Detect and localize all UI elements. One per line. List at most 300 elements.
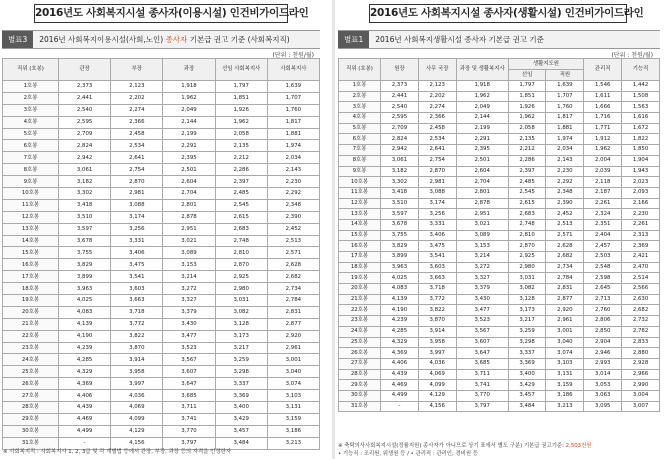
row-label-cell: 23호봉 [339,316,381,327]
table-cell: 2,942 [59,152,111,164]
left-caption-post: 기본급 권고 기준 (사회복지직) [189,35,290,44]
row-label-cell: 15호봉 [339,230,381,241]
table-row [339,219,660,230]
table-cell: 1,822 [622,134,660,145]
table-cell: 2,212 [508,145,546,156]
table-cell: 3,963 [59,283,111,295]
table-cell: 3,331 [111,235,163,247]
table-cell: 2,734 [546,262,584,273]
table-cell: 2,373 [381,81,419,92]
table-cell: 2,571 [267,247,319,259]
table-cell: 3,406 [418,230,456,241]
table-cell: 2,595 [59,116,111,128]
row-label-cell: 30호봉 [339,390,381,401]
table-cell: 3,510 [59,211,111,223]
left-footnote: ※ 사회복지직 : 사회복지사 1, 2, 3급 및 각 개별법 등에서 관장, 부장, 과장 등의 자격을 인정한자 [3,449,231,455]
table-row [3,116,320,128]
table-row [339,252,660,263]
table-cell: 4,099 [418,380,456,391]
table-row [339,177,660,188]
table-cell: 2,925 [215,271,267,283]
column-header: 생활지도원 [508,59,584,70]
table-cell: 3,213 [546,401,584,412]
table-cell: 2,034 [546,145,584,156]
table-cell: 2,397 [215,176,267,188]
table-cell: 2,202 [418,91,456,102]
table-cell: 3,153 [163,259,215,271]
table-cell: 2,942 [381,145,419,156]
table-cell: 2,925 [508,252,546,263]
table-cell: 3,082 [508,284,546,295]
table-cell: 3,004 [622,390,660,401]
table-cell: 2,004 [584,155,622,166]
table-row [339,102,660,113]
table-cell: 2,878 [456,198,508,209]
table-row [339,123,660,134]
table-cell: 2,754 [111,164,163,176]
table-cell: 2,732 [622,316,660,327]
table-cell: 3,327 [163,295,215,307]
table-cell: 2,806 [584,316,622,327]
table-cell: 1,639 [546,81,584,92]
left-panel [0,0,332,459]
table-row [339,401,660,412]
row-label-cell: 7호봉 [3,152,59,164]
table-cell: 2,870 [508,241,546,252]
table-cell: 2,748 [215,235,267,247]
right-table-body [339,81,660,412]
table-cell: 2,615 [215,211,267,223]
table-cell: 2,534 [418,134,456,145]
table-cell: 3,484 [215,437,267,449]
right-panel [335,0,665,459]
table-cell: 3,001 [546,326,584,337]
table-cell: 3,755 [381,230,419,241]
table-cell: 2,951 [456,209,508,220]
table-cell: 3,186 [267,425,319,437]
row-label-cell: 13호봉 [339,209,381,220]
table-cell: 2,049 [163,104,215,116]
row-label-cell: 27호봉 [3,390,59,402]
table-cell: 1,943 [622,166,660,177]
table-cell: 2,458 [418,123,456,134]
row-label-cell: 5호봉 [339,123,381,134]
table-cell: 2,981 [111,188,163,200]
table-cell: 3,074 [546,348,584,359]
table-row [3,259,320,271]
table-cell: 3,603 [111,283,163,295]
table-cell: 1,962 [508,113,546,124]
table-cell: 3,718 [111,306,163,318]
table-cell: 2,324 [584,209,622,220]
table-row [3,306,320,318]
table-row [3,247,320,259]
row-label-cell: 16호봉 [3,259,59,271]
table-cell: 1,817 [546,113,584,124]
table-cell: 2,452 [267,223,319,235]
row-label-cell: 15호봉 [3,247,59,259]
table-cell: 2,961 [546,316,584,327]
table-cell: 1,666 [584,102,622,113]
table-cell: 3,770 [163,425,215,437]
table-cell: 3,095 [584,401,622,412]
table-cell: 3,088 [111,199,163,211]
row-label-cell: 9호봉 [339,166,381,177]
table-cell: 2,292 [546,177,584,188]
row-label-cell: 20호봉 [3,306,59,318]
table-cell: 4,036 [418,358,456,369]
table-cell: 2,212 [215,152,267,164]
table-cell: 4,406 [59,390,111,402]
row-label-cell: 8호봉 [3,164,59,176]
table-cell: 2,870 [215,259,267,271]
table-cell: 3,597 [381,209,419,220]
table-cell: 2,348 [267,199,319,211]
table-cell: 2,920 [546,305,584,316]
column-header: 사회복지사 [267,59,319,81]
table-cell: 2,348 [546,187,584,198]
table-cell: 2,458 [111,128,163,140]
table-cell: 2,513 [267,235,319,247]
table-cell: 2,452 [546,209,584,220]
table-cell: 4,469 [59,413,111,425]
right-unit-label: (단위 : 천원/월) [611,52,653,59]
table-row [3,378,320,390]
table-row [339,113,660,124]
table-cell: 2,118 [584,177,622,188]
right-footnote-1 [338,441,592,449]
column-subheader: 직원 [546,70,584,81]
row-label-cell: 30호봉 [3,425,59,437]
table-row [339,230,660,241]
table-cell: 2,824 [381,134,419,145]
table-cell: 4,099 [111,413,163,425]
table-cell: 2,485 [215,188,267,200]
table-cell: 2,980 [215,283,267,295]
table-cell: 3,217 [508,316,546,327]
table-row [339,198,660,209]
table-cell: 3,040 [546,337,584,348]
table-cell: 2,291 [163,140,215,152]
table-cell: 2,595 [381,113,419,124]
table-cell: 3,128 [215,318,267,330]
row-label-cell: 7호봉 [339,145,381,156]
row-label-cell: 17호봉 [339,252,381,263]
table-cell: 1,672 [622,123,660,134]
table-row [3,235,320,247]
table-cell: 4,285 [381,326,419,337]
table-cell: 2,366 [111,116,163,128]
left-table-body [3,81,320,450]
table-cell: 3,663 [418,273,456,284]
table-cell: 3,128 [508,294,546,305]
table-cell: 3,298 [215,366,267,378]
table-cell: 3,997 [111,378,163,390]
row-label-cell: 11호봉 [3,199,59,211]
table-cell: 3,418 [59,199,111,211]
table-cell: 3,870 [418,316,456,327]
row-label-cell: 9호봉 [3,176,59,188]
table-cell: 2,850 [584,326,622,337]
row-label-cell: 27호봉 [339,358,381,369]
table-cell: 2,801 [163,199,215,211]
table-cell: 3,186 [546,390,584,401]
table-cell: 2,286 [508,155,546,166]
table-cell: 4,156 [111,437,163,449]
table-row [3,211,320,223]
table-cell: 3,430 [456,294,508,305]
table-row [339,326,660,337]
table-cell: 3,914 [111,354,163,366]
table-cell: 2,199 [456,123,508,134]
row-label-cell: 12호봉 [3,211,59,223]
table-cell: 3,298 [508,337,546,348]
table-cell: 1,851 [508,91,546,102]
table-cell: 2,144 [163,116,215,128]
table-cell: 2,421 [622,252,660,263]
table-cell: 1,962 [163,92,215,104]
table-cell: 4,285 [59,354,111,366]
table-cell: 2,824 [59,140,111,152]
table-cell: 2,123 [418,81,456,92]
table-row [339,155,660,166]
table-cell: 4,369 [381,348,419,359]
table-cell: 3,021 [456,219,508,230]
table-cell: 2,503 [584,252,622,263]
table-cell: 2,877 [267,318,319,330]
table-row [3,366,320,378]
table-cell: 3,958 [111,366,163,378]
table-cell: 2,274 [418,102,456,113]
table-cell: 2,784 [546,273,584,284]
table-cell: 2,373 [59,81,111,93]
table-cell: 4,406 [381,358,419,369]
table-cell: 3,457 [215,425,267,437]
table-cell: 2,904 [584,337,622,348]
table-cell: 3,597 [59,223,111,235]
table-row [339,187,660,198]
column-header: 관장 [59,59,111,81]
row-label-cell: 25호봉 [3,366,59,378]
table-row [339,81,660,92]
table-cell: 1,881 [267,128,319,140]
table-cell: 3,685 [456,358,508,369]
table-cell: 3,061 [59,164,111,176]
column-header: 과장 및 생활복지사 [456,59,508,81]
table-cell: 2,682 [622,305,660,316]
row-label-cell: 11호봉 [339,187,381,198]
table-cell: 2,058 [508,123,546,134]
table-cell: 3,741 [456,380,508,391]
table-cell: 2,230 [546,166,584,177]
table-row [3,402,320,414]
table-cell: 1,881 [546,123,584,134]
table-cell: 4,439 [381,369,419,380]
table-cell: 2,683 [215,223,267,235]
row-label-cell: 24호봉 [339,326,381,337]
right-title-banner: 2016년도 사회복지시설 종사자(생활시설) 인건비가이드라인 [369,4,627,23]
table-cell: 3,822 [111,330,163,342]
table-cell: 3,829 [59,259,111,271]
table-cell: 1,962 [584,145,622,156]
table-cell: 2,404 [584,230,622,241]
table-cell: 3,797 [456,401,508,412]
table-cell: - [59,437,111,449]
table-cell: 3,214 [163,271,215,283]
right-footnote-1-highlight: 2,503천원 [565,443,592,449]
table-cell: 1,442 [622,81,660,92]
table-cell: 4,439 [59,402,111,414]
table-row [3,390,320,402]
table-cell: 3,523 [456,316,508,327]
row-label-cell: 1호봉 [3,81,59,93]
table-cell: 2,123 [111,81,163,93]
table-cell: 1,912 [584,134,622,145]
right-caption-text: 2016년 사회복지생활시설 종사자 기본급 권고 기준 [375,35,544,44]
table-cell: 3,272 [456,262,508,273]
column-header: 사무 국장 [418,59,456,81]
table-row [3,318,320,330]
table-cell: 3,182 [381,166,419,177]
row-label-cell: 10호봉 [339,177,381,188]
table-cell: 3,770 [456,390,508,401]
table-row [3,283,320,295]
table-cell: 2,540 [59,104,111,116]
table-cell: 4,156 [418,401,456,412]
table-cell: 1,817 [267,116,319,128]
table-cell: 3,173 [508,305,546,316]
table-cell: 3,678 [381,219,419,230]
table-cell: 1,639 [267,81,319,93]
table-cell: 1,797 [215,81,267,93]
left-caption-pre: 2016년 사회복지이용시설(사회,노인) [39,35,164,44]
table-cell: 3,053 [584,380,622,391]
table-cell: 3,213 [267,437,319,449]
table-cell: 2,457 [584,241,622,252]
table-row [339,316,660,327]
table-cell: 3,174 [111,211,163,223]
table-cell: 2,682 [267,271,319,283]
table-cell: 2,870 [418,166,456,177]
table-cell: 2,501 [163,164,215,176]
table-cell: 3,327 [456,273,508,284]
table-cell: 2,501 [456,155,508,166]
table-cell: 2,230 [267,176,319,188]
table-cell: 2,390 [546,198,584,209]
table-row [3,330,320,342]
row-label-cell: 14호봉 [3,235,59,247]
table-cell: 2,143 [267,164,319,176]
table-row [3,354,320,366]
table-cell: 3,400 [508,369,546,380]
table-cell: 3,541 [111,271,163,283]
table-cell: 4,329 [59,366,111,378]
table-cell: 2,628 [267,259,319,271]
table-cell: 3,457 [508,390,546,401]
column-subheader: 선임 [508,70,546,81]
table-cell: 2,230 [622,209,660,220]
table-cell: 3,958 [418,337,456,348]
table-cell: 3,159 [546,380,584,391]
table-cell: 3,217 [215,342,267,354]
table-cell: 1,850 [622,145,660,156]
table-row [3,413,320,425]
column-header: 관리직 [584,59,622,81]
table-row [3,295,320,307]
table-row [3,81,320,93]
table-row [339,380,660,391]
row-label-cell: 2호봉 [339,91,381,102]
table-row [3,152,320,164]
table-cell: 2,351 [584,219,622,230]
table-cell: 2,397 [508,166,546,177]
table-cell: 2,760 [584,305,622,316]
row-label-cell: 25호봉 [339,337,381,348]
table-cell: 2,831 [267,306,319,318]
row-label-cell: 8호봉 [339,155,381,166]
table-cell: 2,682 [546,252,584,263]
right-footnote-2: • 기능직 : 조리원, 위생원 등 / • 관리직 : 관리인, 경비원 등 [338,451,478,457]
table-cell: 2,390 [267,211,319,223]
table-cell: 3,379 [163,306,215,318]
table-cell: 4,083 [59,306,111,318]
table-cell: 3,418 [381,187,419,198]
table-cell: 4,025 [381,273,419,284]
table-cell: 3,899 [381,252,419,263]
table-row [3,188,320,200]
table-cell: 2,143 [546,155,584,166]
table-cell: 3,031 [215,295,267,307]
table-cell: 2,485 [508,177,546,188]
table-cell: 4,499 [59,425,111,437]
table-cell: 1,760 [546,102,584,113]
table-cell: 2,704 [163,188,215,200]
table-cell: 2,920 [267,330,319,342]
table-cell: 3,337 [508,348,546,359]
table-cell: 2,981 [418,177,456,188]
table-cell: 2,261 [584,198,622,209]
table-row [339,348,660,359]
table-cell: 3,755 [59,247,111,259]
table-cell: 3,963 [381,262,419,273]
table-cell: 2,144 [456,113,508,124]
row-label-cell: 28호봉 [3,402,59,414]
table-row [339,294,660,305]
table-cell: 3,337 [215,378,267,390]
table-cell: 2,877 [546,294,584,305]
table-cell: 3,603 [418,262,456,273]
table-row [3,176,320,188]
table-cell: 2,990 [622,380,660,391]
table-cell: 4,036 [111,390,163,402]
table-cell: 2,810 [215,247,267,259]
table-cell: 2,782 [622,326,660,337]
table-row [339,337,660,348]
column-header: 직위 (호봉) [339,59,381,81]
table-row [339,305,660,316]
table-cell: 4,129 [418,390,456,401]
row-label-cell: 3호봉 [3,104,59,116]
table-cell: 3,607 [163,366,215,378]
table-cell: 4,190 [59,330,111,342]
table-cell: 3,829 [381,241,419,252]
table-cell: 3,678 [59,235,111,247]
row-label-cell: 10호봉 [3,188,59,200]
table-cell: 1,508 [622,91,660,102]
row-label-cell: 16호봉 [339,241,381,252]
table-cell: 4,129 [111,425,163,437]
table-cell: 3,510 [381,198,419,209]
